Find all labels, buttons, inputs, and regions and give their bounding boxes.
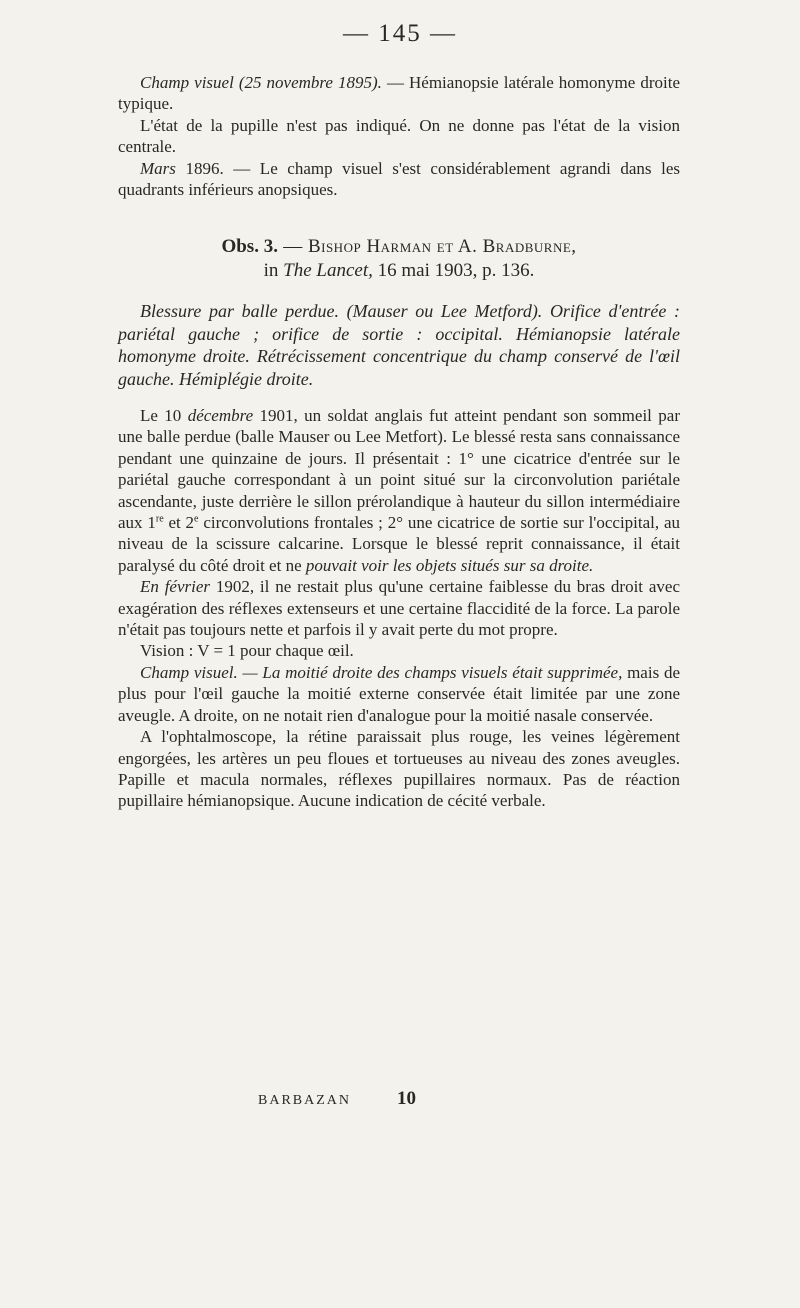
body-emphasis: pouvait voir les objets situés sur sa droite.	[305, 555, 594, 575]
ordinal: e	[194, 513, 199, 525]
printer-signature: BARBAZAN	[258, 1093, 352, 1108]
observation-ref-prefix: in	[263, 260, 284, 281]
body-text: 1901, un soldat anglais fut atteint pendant son sommeil par une balle perdue (balle Mauser ou Lee Metfort). Le blessé resta sans connaissance pendant une quinzaine de jours. Il présentait : 1° une cicatrice d'entrée sur le pariétal gauche correspondant à un point situé sur la circonvolution pariétale ascendante, juste derrière le sillon prérolandique à hauteur du sillon intermédiaire aux 1	[118, 406, 680, 533]
body-paragraph	[118, 662, 680, 726]
observation-reference	[118, 259, 680, 283]
ordinal: re	[155, 513, 164, 525]
observation-journal: The Lancet,	[283, 260, 373, 281]
intro-paragraph	[118, 158, 680, 201]
case-body	[118, 405, 680, 812]
intro-paragraph	[118, 72, 680, 115]
case-summary: Blessure par balle perdue. (Mauser ou Lee Metford). Orifice d'entrée : pariétal gauche ; orifice de sortie : occipital. Hémianopsie latérale homonyme droite. Rétrécissement concentrique du champ conservé de l'œil gauche. Hémiplégie droite.	[118, 301, 680, 389]
body-text: Le 10	[140, 406, 188, 425]
body-paragraph	[118, 576, 680, 640]
body-text: mais de plus pour l'œil gauche la moitié externe conservée était limitée par une zone aveugle. A droite, on ne notait rien d'analogue pour la moitié nasale conservée.	[118, 662, 681, 725]
observation-ref-date: 16 mai 1903, p. 136.	[372, 260, 535, 281]
intro-field-date: Champ visuel (25 novembre 1895).	[140, 73, 382, 92]
intro-section	[118, 72, 680, 200]
page-number: — 145 —	[343, 20, 457, 47]
sheet-number: 10	[397, 1088, 416, 1109]
body-month: décembre	[187, 406, 254, 425]
body-paragraph: Vision : V = 1 pour chaque œil.	[140, 641, 354, 661]
observation-title	[118, 235, 680, 259]
body-text: 1902, il ne restait plus qu'une certaine faiblesse du bras droit avec exagération des réflexes extenseurs et une certaine flaccidité de la force. La parole n'était pas toujours nette et parfois il y avait perte du mot propre.	[118, 577, 680, 640]
intro-month-text: 1896. — Le champ visuel s'est considérablement agrandi dans les quadrants inférieurs anopsiques.	[118, 158, 680, 200]
observation-authors: — Bishop Harman et A. Bradburne,	[277, 236, 577, 257]
body-text: et 2	[163, 513, 195, 533]
body-emphasis: Champ visuel. — La moitié droite des champs visuels était supprimée,	[140, 662, 623, 682]
observation-heading	[118, 235, 680, 283]
body-text: circonvolutions frontales ; 2° une cicatrice de sortie sur l'occipital, au niveau de la scissure calcarine. Lorsque le blessé reprit connaissance, il était paralysé du côté droit et ne	[118, 513, 680, 575]
body-paragraph: A l'ophtalmoscope, la rétine paraissait plus rouge, les veines légèrement engorgées, les artères un peu floues et tortueuses au niveau des zones aveugles. Papille et macula normales, réflexes pupillaires normaux. Pas de réaction pupillaire hémianopsique. Aucune indication de cécité verbale.	[118, 727, 680, 811]
intro-month: Mars	[140, 158, 176, 178]
body-month: En février	[140, 577, 211, 597]
intro-paragraph: L'état de la pupille n'est pas indiqué. On ne donne pas l'état de la vision centrale.	[118, 115, 680, 157]
intro-field-text: — Hémianopsie latérale homonyme droite typique.	[118, 73, 680, 114]
body-paragraph	[118, 405, 680, 576]
observation-label: Obs. 3.	[221, 236, 278, 257]
